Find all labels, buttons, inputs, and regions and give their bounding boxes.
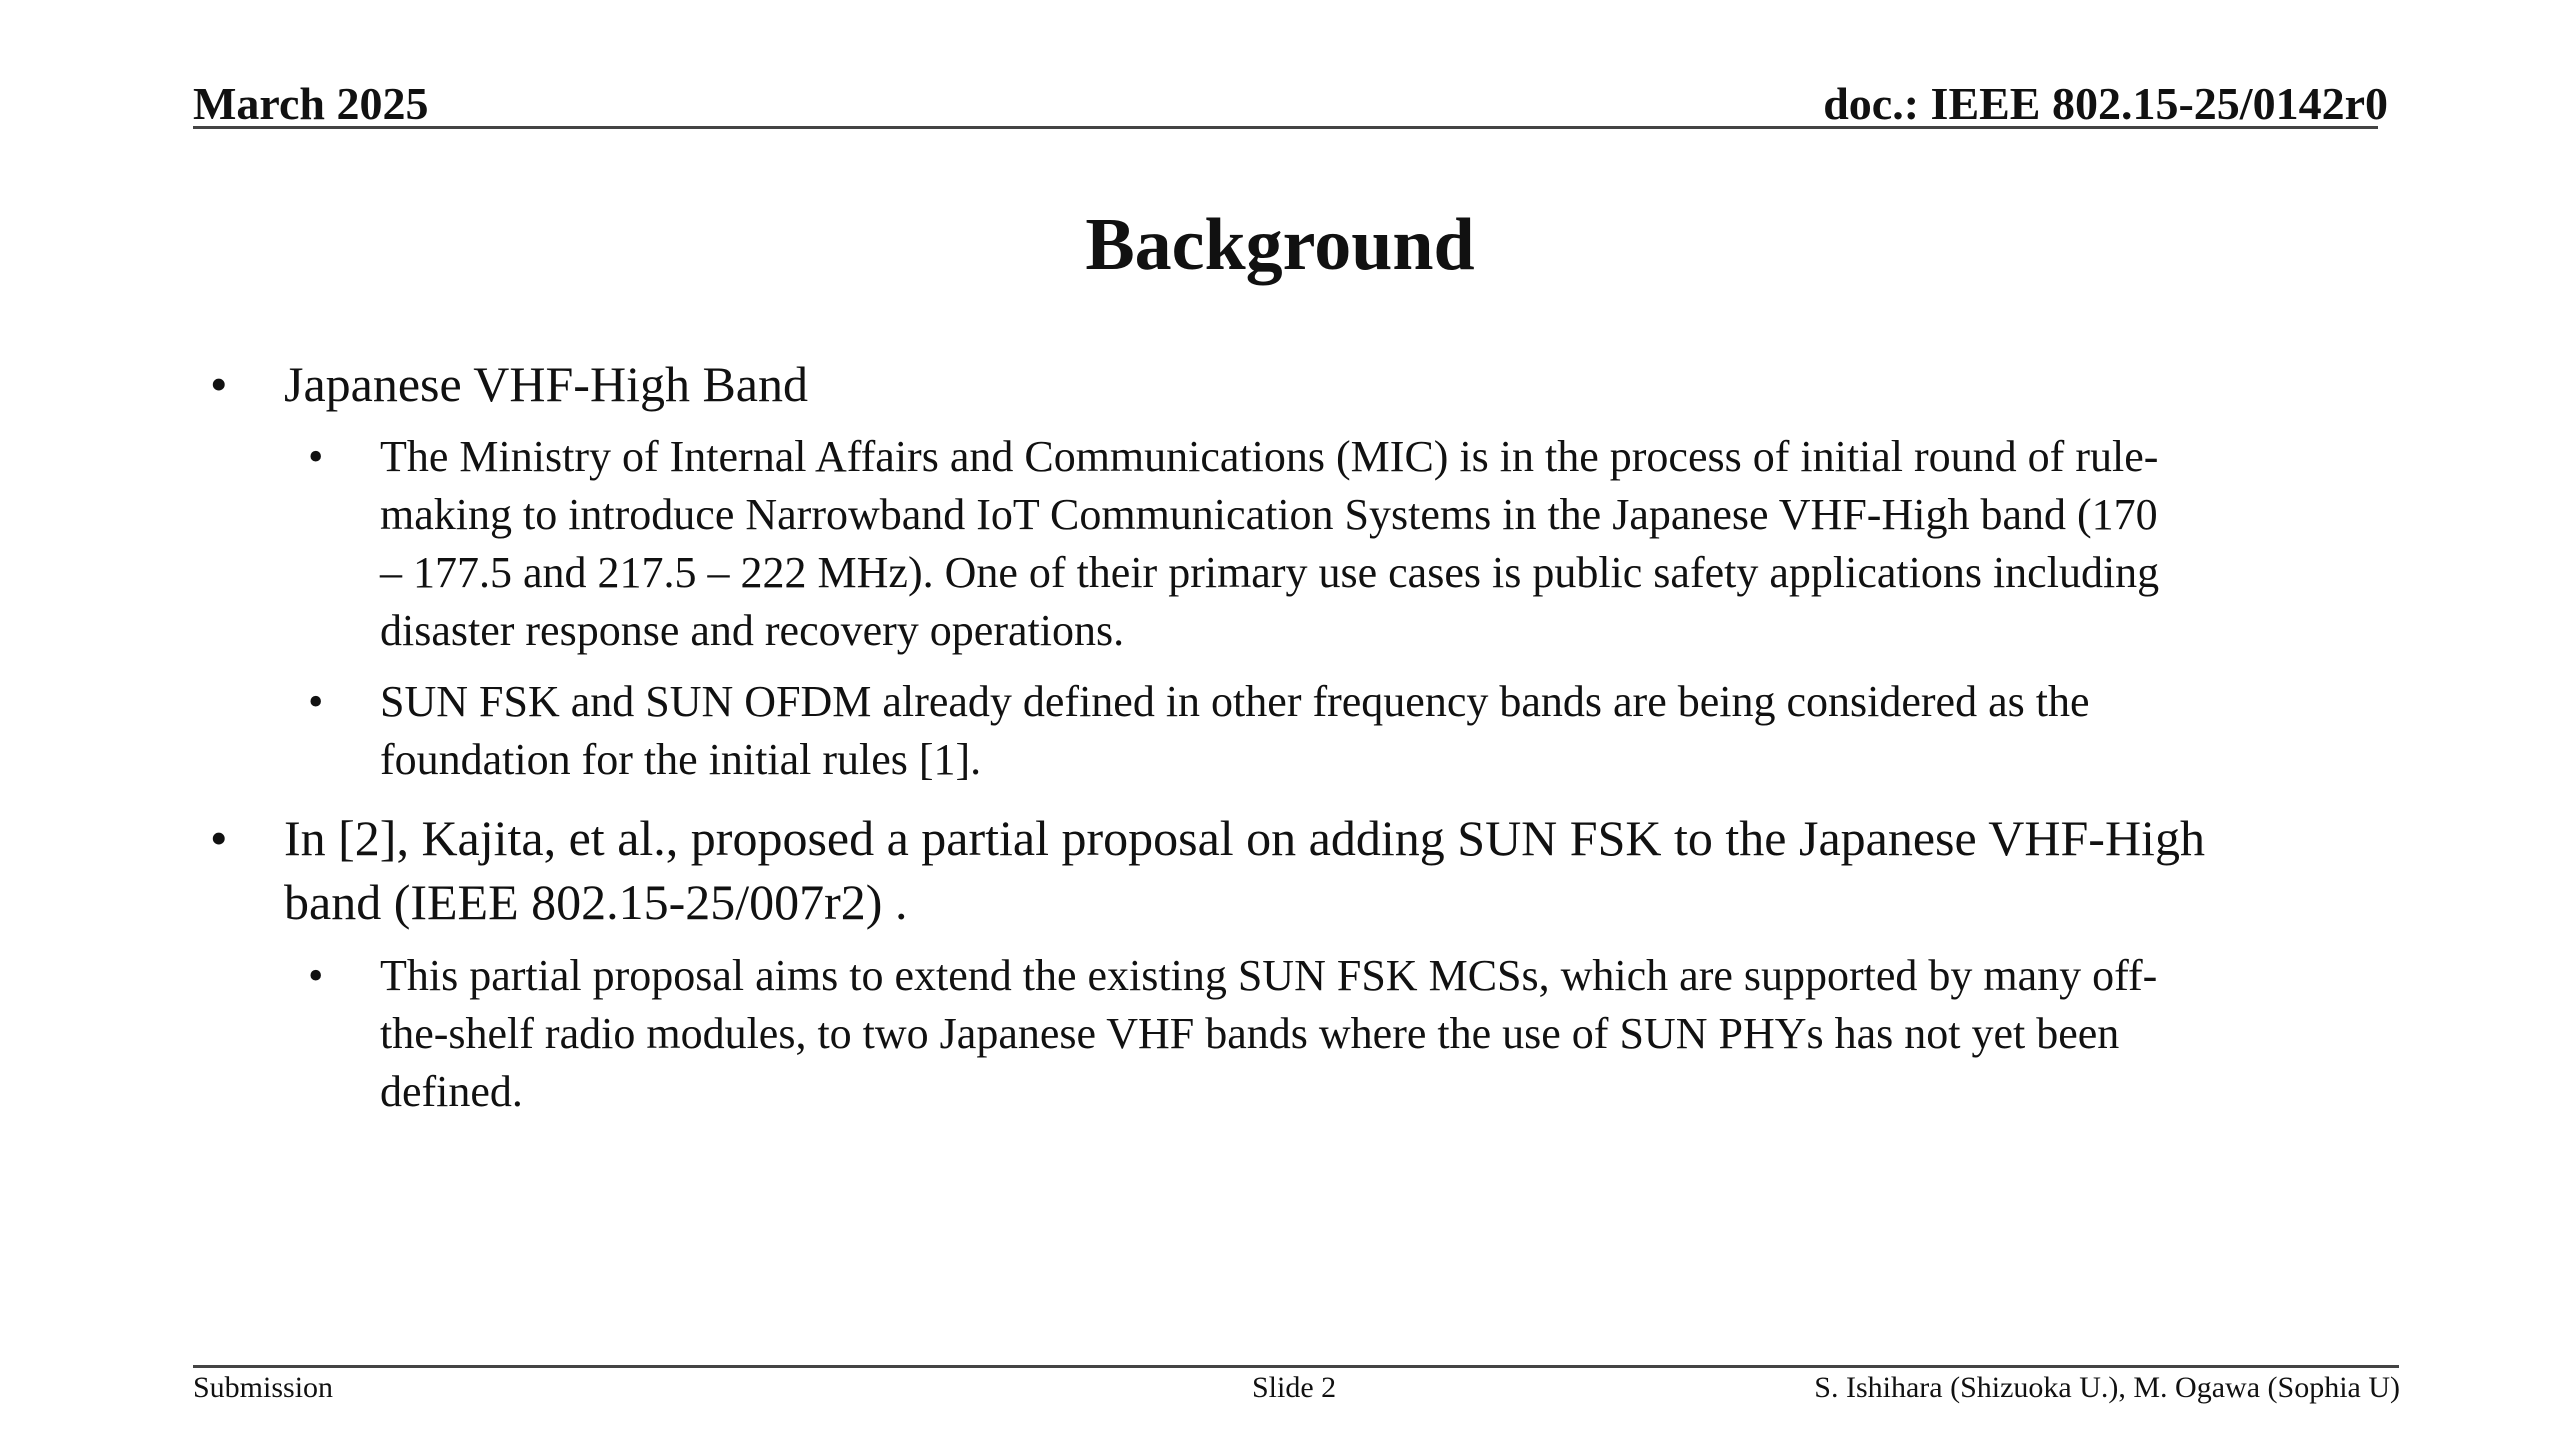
text-line: The Ministry of Internal Affairs and Communications (MIC) is in the process of initial round of rule- [380, 432, 2159, 481]
text-line: defined. [380, 1067, 523, 1116]
text-line: band (IEEE 802.15-25/007r2) . [284, 874, 908, 930]
text-line: This partial proposal aims to extend the existing SUN FSK MCSs, which are supported by many off- [380, 951, 2158, 1000]
slide-title: Background [1085, 204, 1475, 286]
header-doc-id: doc.: IEEE 802.15-25/0142r0 [1823, 78, 2388, 129]
text-line: making to introduce Narrowband IoT Communication Systems in the Japanese VHF-High band (170 [380, 490, 2158, 539]
text-line: disaster response and recovery operations. [380, 606, 1125, 655]
text-line: the-shelf radio modules, to two Japanese VHF bands where the use of SUN PHYs has not yet been [380, 1009, 2120, 1058]
text-line: In [2], Kajita, et al., proposed a partial proposal on adding SUN FSK to the Japanese VHF-High [284, 810, 2205, 866]
text-line: foundation for the initial rules [1]. [380, 735, 982, 784]
footer-submission: Submission [193, 1371, 334, 1404]
bullet-marker: • [308, 951, 324, 1000]
footer-slide-number: Slide 2 [1252, 1371, 1337, 1404]
sub-bullet-text [380, 673, 2420, 789]
bullet-marker: • [308, 432, 324, 481]
bullet-marker: • [210, 356, 228, 412]
bullet-text [284, 806, 2444, 934]
bullet-marker: • [210, 810, 228, 866]
sub-bullet-text [380, 428, 2420, 660]
bullet-text: Japanese VHF-High Band [284, 356, 808, 412]
footer-authors: S. Ishihara (Shizuoka U.), M. Ogawa (Sophia U) [1814, 1371, 2400, 1404]
bullet-marker: • [308, 677, 324, 726]
sub-bullet-text [380, 947, 2420, 1121]
text-line: SUN FSK and SUN OFDM already defined in other frequency bands are being considered as the [380, 677, 2090, 726]
header-date: March 2025 [193, 78, 429, 129]
text-line: – 177.5 and 217.5 – 222 MHz). One of their primary use cases is public safety applications including [380, 548, 2160, 597]
